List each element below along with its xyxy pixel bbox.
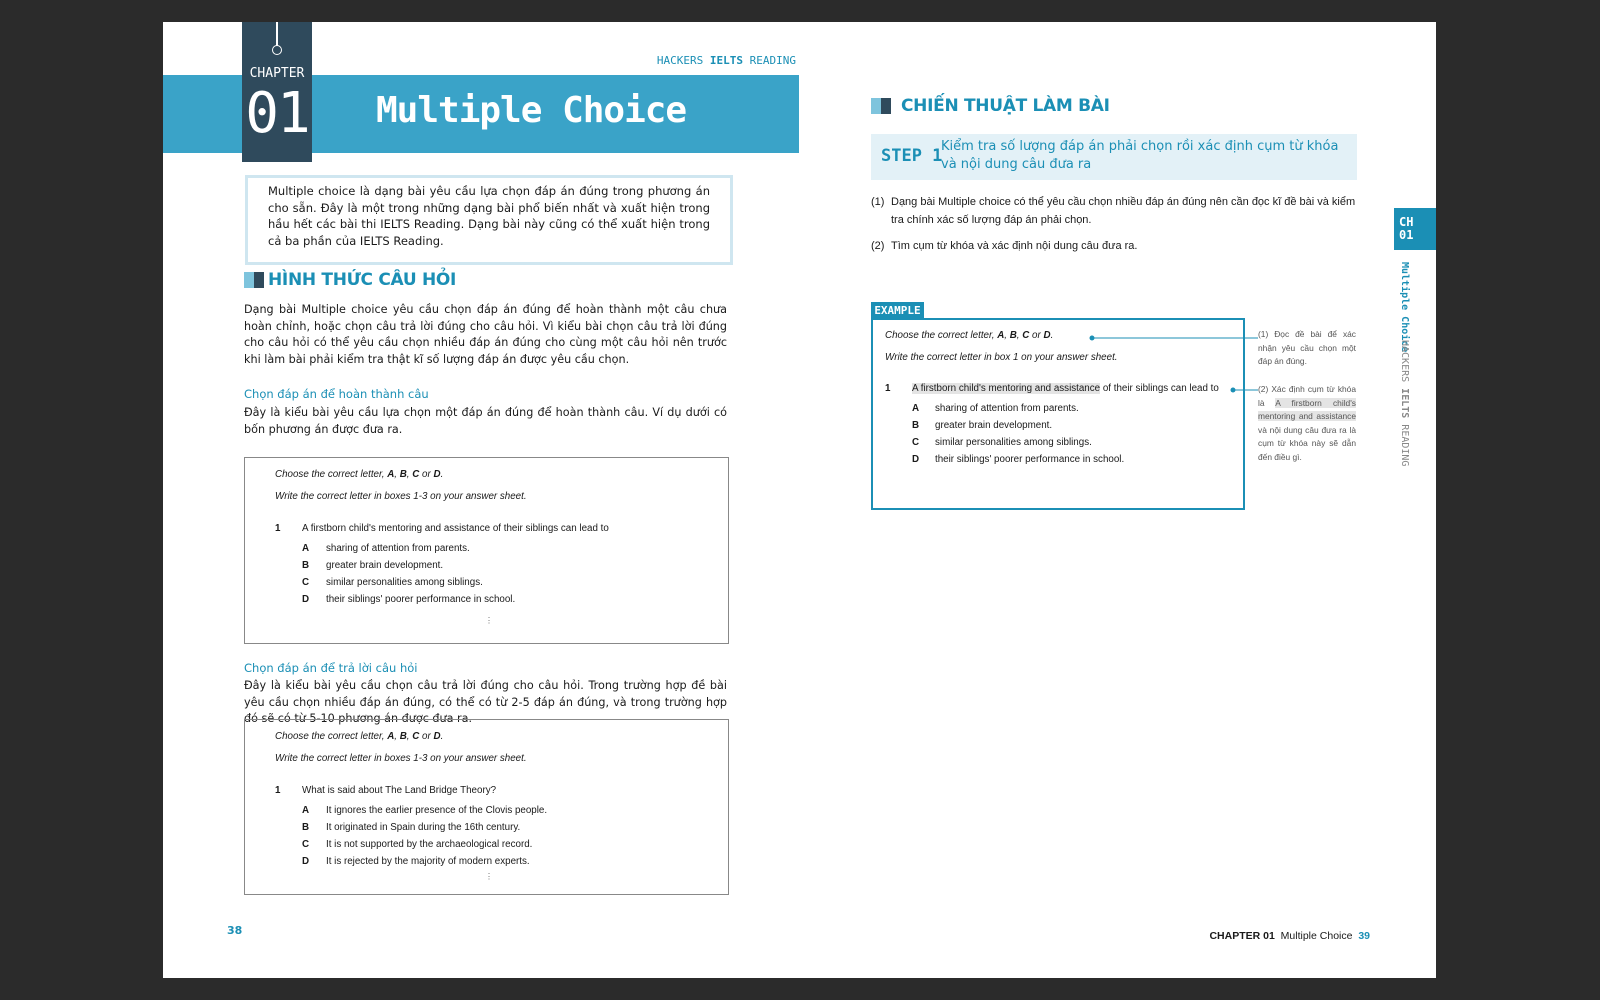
instruction-line-2: Write the correct letter in boxes 1-3 on your answer sheet. xyxy=(275,491,527,502)
footer-chapter: CHAPTER 01 xyxy=(1209,930,1275,942)
footer-title: Multiple Choice xyxy=(1280,930,1353,942)
side-title: Multiple Choice xyxy=(1399,262,1410,353)
option-text: It ignores the earlier presence of the Clovis people. xyxy=(326,805,548,816)
ellipsis: ⋮ xyxy=(485,616,493,625)
option-text: similar personalities among siblings. xyxy=(935,437,1092,448)
strategy-item-number: (2) xyxy=(871,240,885,252)
strategy-item-number: (1) xyxy=(871,196,885,208)
subheading-complete-sentence: Chọn đáp án để hoàn thành câu xyxy=(244,387,429,401)
question-number: 1 xyxy=(275,785,281,796)
book-spread xyxy=(163,22,1436,978)
option-letter: B xyxy=(912,420,920,431)
instruction-line-2: Write the correct letter in box 1 on your answer sheet. xyxy=(885,352,1118,363)
option-letter: C xyxy=(302,839,310,850)
connector-dot-2 xyxy=(1231,388,1236,393)
section-heading-question-format: HÌNH THỨC CÂU HỎI xyxy=(244,270,456,290)
section-heading-strategy: CHIẾN THUẬT LÀM BÀI xyxy=(871,96,1110,116)
option-text: It is not supported by the archaeological record. xyxy=(326,839,533,850)
page-number-right: 39 xyxy=(1358,930,1370,942)
question-text: A firstborn child's mentoring and assistance of their siblings can lead to xyxy=(912,383,1219,394)
side-tab-line-2: 01 xyxy=(1399,228,1414,242)
option-letter: A xyxy=(302,543,310,554)
running-header: HACKERS IELTS READING xyxy=(656,54,796,67)
option-letter: A xyxy=(912,403,920,414)
chapter-number: 01 xyxy=(245,81,309,146)
chapter-label: CHAPTER xyxy=(249,66,305,81)
option-letter: D xyxy=(912,454,920,465)
annotation-note-2: (2) Xác định cụm từ khóa là A firstborn child's mentoring and assistance và nội dung câu đưa ra là cụm từ khóa này sẽ dẫn đến điều gì. xyxy=(1258,384,1356,462)
option-text: sharing of attention from parents. xyxy=(935,403,1079,414)
option-text: sharing of attention from parents. xyxy=(326,543,470,554)
page-number-left: 38 xyxy=(227,924,243,937)
example-tag: EXAMPLE xyxy=(871,302,924,319)
subheading-answer-question: Chọn đáp án để trả lời câu hỏi xyxy=(244,661,418,675)
section-text: Dạng bài Multiple choice yêu cầu chọn đáp án đúng để hoàn thành một câu chưa hoàn chỉnh, hoặc chọn câu trả lời đúng cho câu hỏi. Vì kiểu bài chọn câu trả lời đúng cho câu hỏi có thể yêu cầu chọn nhiều đáp án đúng cho cùng một câu hỏi nên trước khi làm bài phải kiểm tra thật kĩ số lượng đáp án được yêu cầu chọn. xyxy=(244,303,727,366)
chapter-side-tab xyxy=(1394,208,1436,250)
question-text: What is said about The Land Bridge Theory? xyxy=(302,785,497,796)
strategy-item-text: Dạng bài Multiple choice có thể yêu cầu chọn nhiều đáp án đúng nên cần đọc kĩ đề bài và kiểm tra chính xác số lượng đáp án phải chọn. xyxy=(891,196,1356,226)
instruction-line-1: Choose the correct letter, A, B, C or D. xyxy=(275,469,444,480)
option-letter: B xyxy=(302,560,310,571)
question-number: 1 xyxy=(275,523,281,534)
option-text: It originated in Spain during the 16th century. xyxy=(326,822,521,833)
question-text: A firstborn child's mentoring and assistance of their siblings can lead to xyxy=(302,523,609,534)
option-text: similar personalities among siblings. xyxy=(326,577,483,588)
option-letter: D xyxy=(302,856,310,867)
page-footer-right xyxy=(1209,930,1370,942)
option-letter: C xyxy=(912,437,920,448)
option-text: greater brain development. xyxy=(935,420,1053,431)
side-brand: HACKERS IELTS READING xyxy=(1399,340,1410,467)
option-text: greater brain development. xyxy=(326,560,444,571)
option-letter: A xyxy=(302,805,310,816)
instruction-line-2: Write the correct letter in boxes 1-3 on your answer sheet. xyxy=(275,753,527,764)
option-text: It is rejected by the majority of modern experts. xyxy=(326,856,530,867)
instruction-line-1: Choose the correct letter, A, B, C or D. xyxy=(275,731,444,742)
ellipsis: ⋮ xyxy=(485,872,493,881)
keyword-highlight: A firstborn child's mentoring and assistance xyxy=(912,383,1101,394)
option-letter: D xyxy=(302,594,310,605)
step-text: Kiểm tra số lượng đáp án phải chọn rồi xác định cụm từ khóa và nội dung câu đưa ra xyxy=(941,139,1339,172)
annotation-note-1: (1) Đọc đề bài để xác nhận yêu cầu chọn một đáp án đúng. xyxy=(1258,329,1356,366)
option-text: their siblings' poorer performance in school. xyxy=(326,594,516,605)
option-letter: C xyxy=(302,577,310,588)
annotation-connectors xyxy=(163,22,1436,978)
step-label: STEP 1 xyxy=(881,146,943,166)
option-text: their siblings' poorer performance in school. xyxy=(935,454,1125,465)
instruction-line-1: Choose the correct letter, A, B, C or D. xyxy=(885,330,1054,341)
chapter-title: Multiple Choice xyxy=(376,90,687,131)
intro-text: Multiple choice là dạng bài yêu cầu lựa chọn đáp án đúng trong phương án cho sẵn. Đây là một trong những dạng bài phổ biến nhất và xuất hiện trong hầu hết các bài thi IELTS Reading. Dạng bài này cũng có thể xuất hiện trong cả ba phần của IELTS Reading. xyxy=(268,184,710,248)
side-tab-line-1: CH xyxy=(1399,215,1414,229)
option-letter: B xyxy=(302,822,310,833)
strategy-item-text: Tìm cụm từ khóa và xác định nội dung câu đưa ra. xyxy=(891,240,1138,252)
subsection-text-1: Đây là kiểu bài yêu cầu lựa chọn một đáp án đúng để hoàn thành câu. Ví dụ dưới có bốn phương án được đưa ra. xyxy=(244,406,727,436)
note-keyword-highlight: A firstborn child's mentoring and assistance xyxy=(1258,397,1356,421)
connector-dot-1 xyxy=(1090,336,1095,341)
question-number: 1 xyxy=(885,383,891,394)
subsection-text-2: Đây là kiểu bài yêu cầu chọn câu trả lời đúng cho câu hỏi. Trong trường hợp đề bài yêu cầu chọn nhiều đáp án đúng, có thể có từ 2-5 đáp án đúng, và trong trường hợp đó sẽ có từ 5-10 phương án được đưa ra. xyxy=(244,679,727,725)
